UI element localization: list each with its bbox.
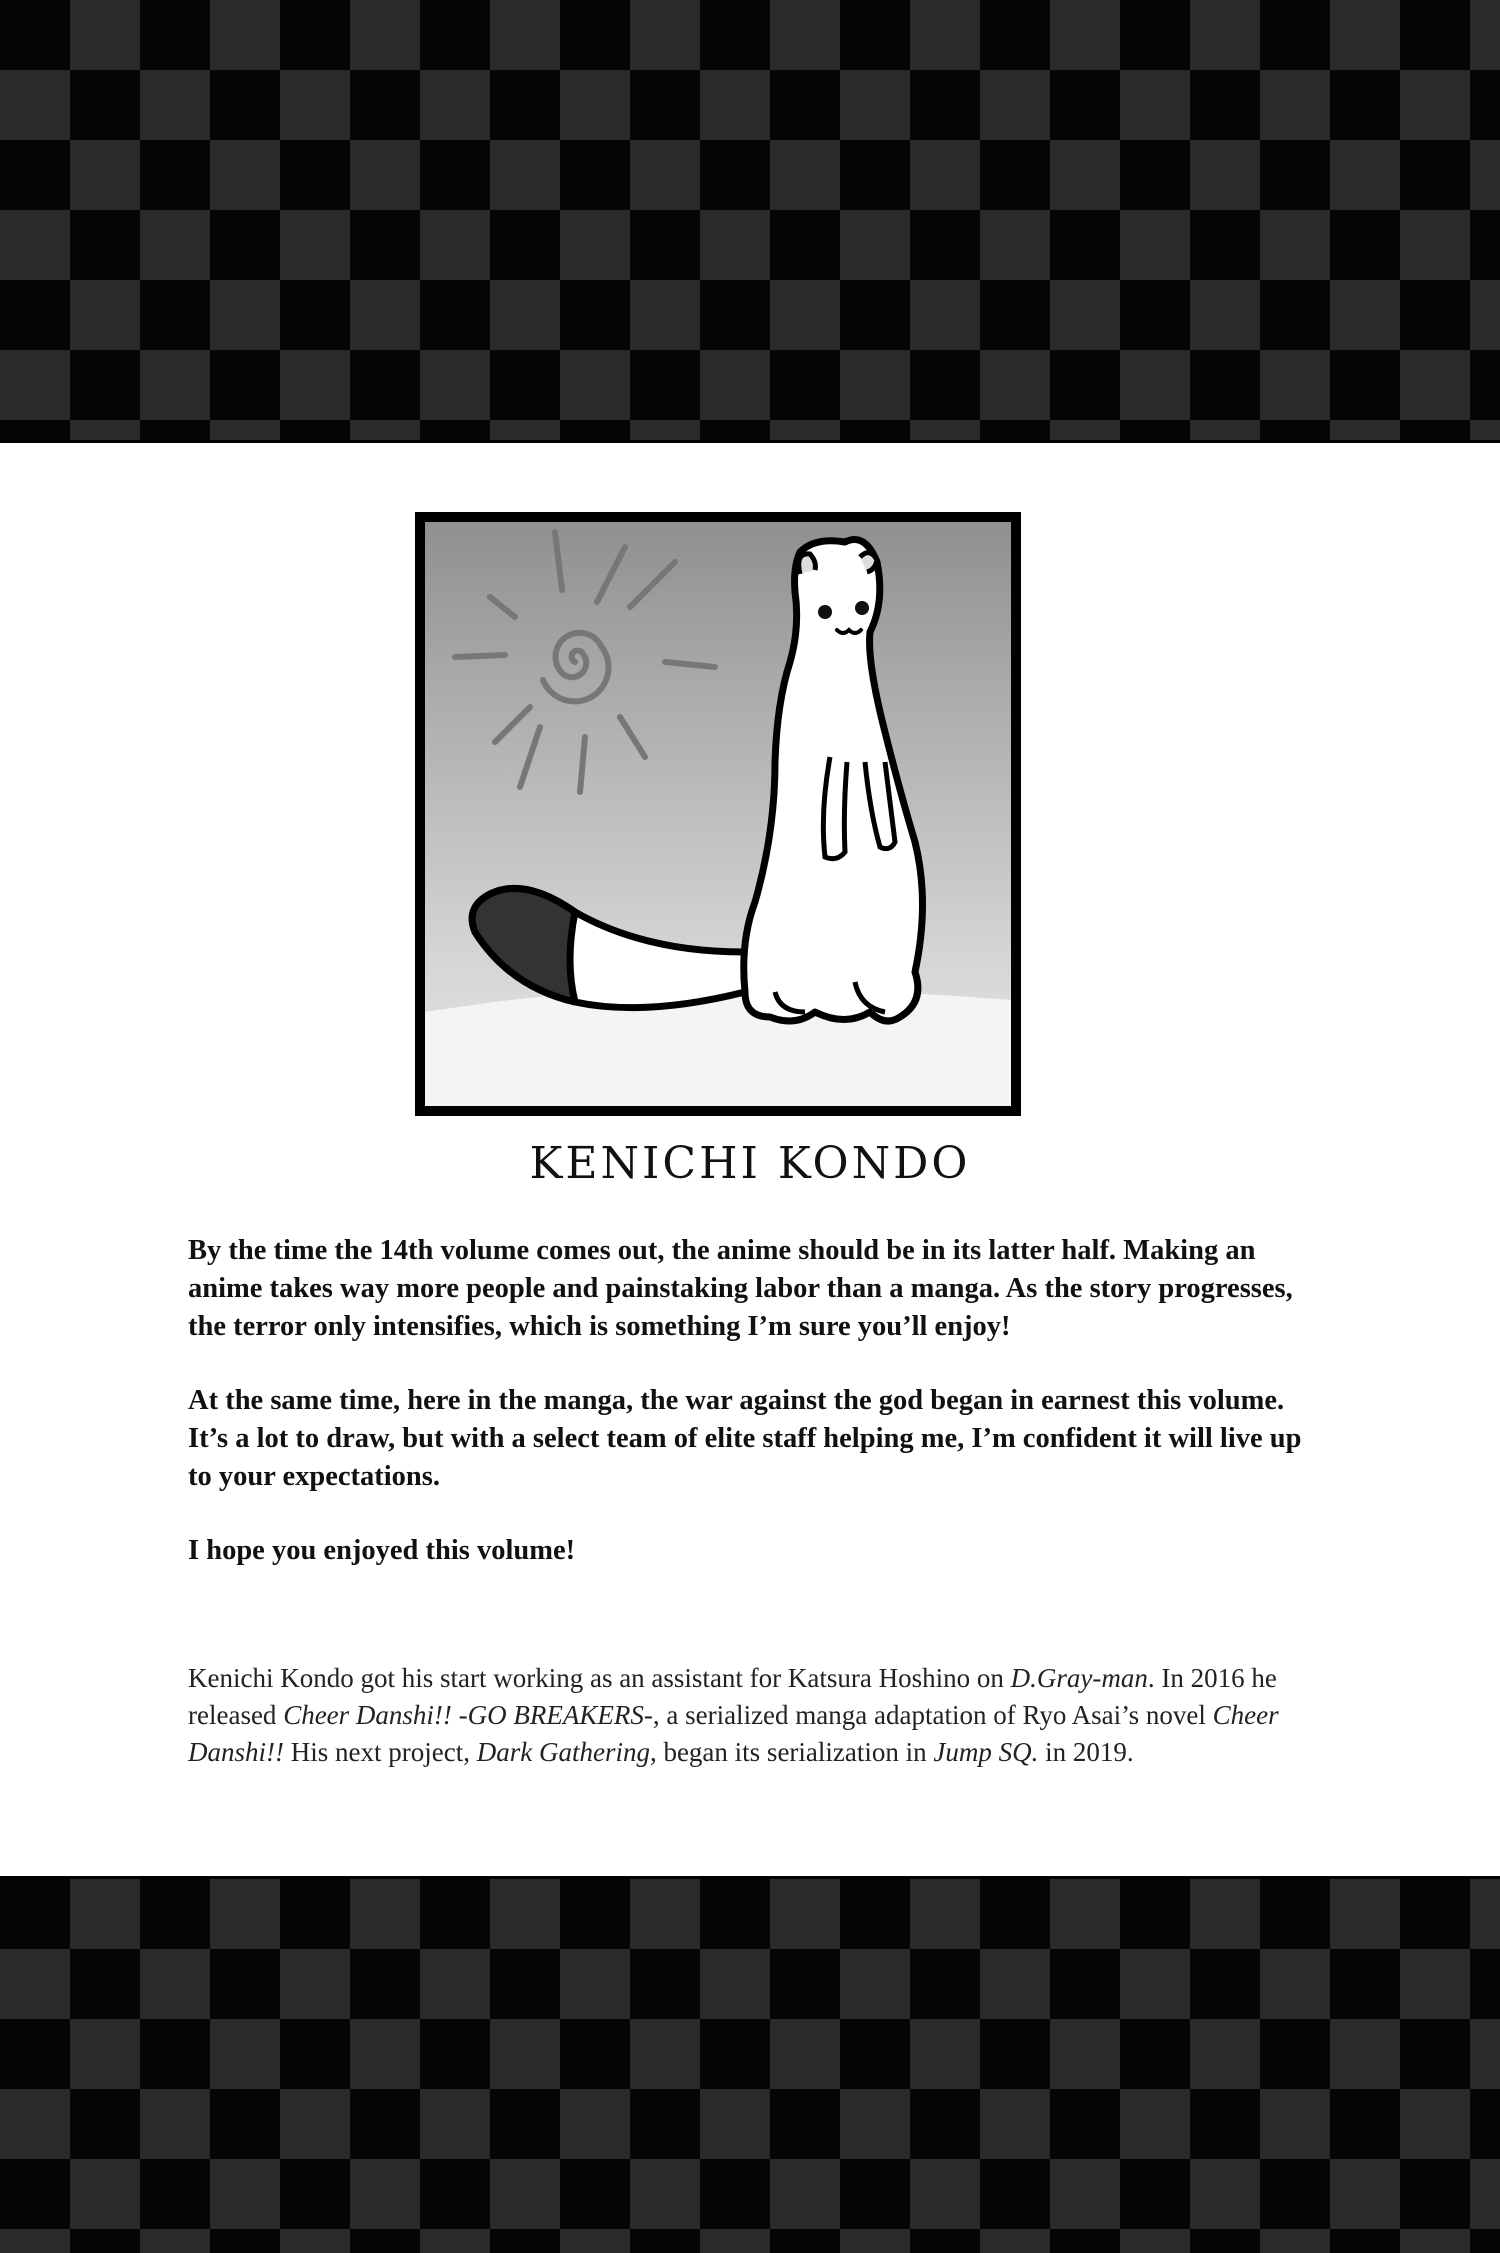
ermine-under-sun-icon	[415, 512, 1021, 1116]
bio-title: Jump SQ.	[933, 1737, 1039, 1767]
bio-title: D.Gray-man	[1010, 1663, 1148, 1693]
bio-title: Dark Gathering	[476, 1737, 650, 1767]
bio-text: . In 2016 he released	[188, 1663, 1277, 1730]
checkered-border-bottom	[0, 1876, 1500, 2253]
bio-title: Cheer Danshi!! -GO BREAKERS-	[283, 1700, 653, 1730]
bio-text: Kenichi Kondo got his start working as an assistant for Katsura Hoshino on	[188, 1663, 1011, 1693]
author-message	[188, 1232, 1318, 1606]
message-paragraph: I hope you enjoyed this volume!	[188, 1535, 576, 1566]
bio-text: His next project,	[284, 1737, 477, 1767]
author-illustration	[415, 512, 1021, 1116]
checkered-border-top	[0, 0, 1500, 443]
bio-text: , began its serialization in	[649, 1737, 934, 1767]
author-name: KENICHI KONDO	[529, 1138, 971, 1189]
message-paragraph: By the time the 14th volume comes out, the anime should be in its latter half. Making an anime takes way more people and painstaking labor than a manga. As the story progresses, the terror only intensifies, which is something I’m sure you’ll enjoy!	[188, 1235, 1293, 1342]
bio-text: , a serialized manga adaptation of Ryo Asai’s novel	[652, 1700, 1213, 1730]
message-paragraph: At the same time, here in the manga, the war against the god began in earnest this volume. It’s a lot to draw, but with a select team of elite staff helping me, I’m confident it will live up to your expectations.	[188, 1385, 1302, 1492]
author-bio	[188, 1660, 1318, 1771]
bio-title: Cheer Danshi!!	[188, 1700, 1279, 1767]
bio-text: in 2019.	[1038, 1737, 1134, 1767]
